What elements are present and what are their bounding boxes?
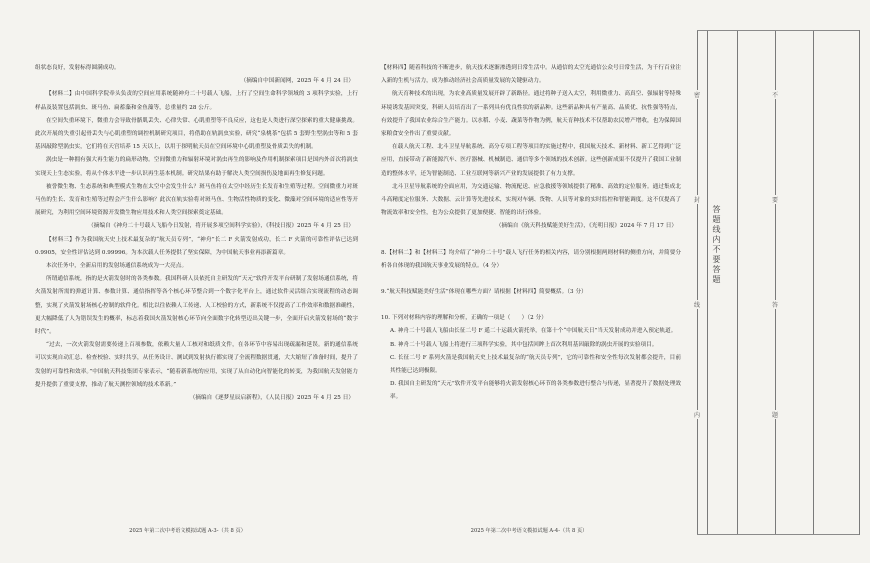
paragraph: “过去，一次火箭发射需要传递上百项参数，依赖大量人工核对和纸质文件，在各环节中容易出现疏漏和延误。新的通信系统可以实现自动汇总、检查校验、实时共享，从任务设计、测试到发射执行都实现了全流程数据贯通，大大缩短了准备时间，提升了发射的可靠性和效率。”中国航天科技集团专家表示，“随着新系统的应用，实现了从自动化向智能化的转变，为我国航天发射能力提升提供了重要支撑，推动了航天测控领域的技术革新。” xyxy=(35,342,358,388)
paragraph: 在空间失重环境下，微重力会导致骨骼肌丢失、心律失常、心肌重塑等不良反应，这也是人类进行深空探索的重大健康挑战。此次开展的失重引起骨丢失与心肌重塑的调控机制研究项目，将借助在轨涡虫实验，研究“泉桃茶”包括 5 套野生型涡虫等和 5 套基因敲除型涡虫实，它们将在天宫培养 15 天以上，以用于探明航天员在空间环境中心肌重塑及骨质丢失的机制。 xyxy=(35,117,358,151)
binding-mark: 线 xyxy=(694,302,701,309)
paragraph: 组状态良好，发射标得圆满成功。 xyxy=(35,65,120,71)
binding-mark: 答 xyxy=(772,302,779,309)
source-citation: （摘编自《航天科技赋能美好生活》，《光明日报》2024 年 7 月 17 日） xyxy=(495,223,677,230)
paragraph: 【材料三】作为我国航天史上技术最复杂的“航天员专列”，“神舟”长二 F 火箭发射成功，长二 F 火箭的可靠性评估已达到 0.9905，安全性评估达到 0.99996。为本次载人任务提供了坚实保障，为中国航天事业再添新篇章。 xyxy=(35,236,358,256)
question: 10. 下列对材料内容的理解和分析，正确的一项是（ ）（2 分） xyxy=(381,315,547,322)
paragraph: 涡虫是一种拥有强大再生能力的扁形动物。空间微重力和辐射环境对涡虫再生的影响及作用机制探索项目是国内外首次将涡虫实现天上生态实验，将从个体水平进一步认识再生基本机制。研究结果有助于解决人类空间损伤及地面再生修复问题。 xyxy=(35,157,358,177)
answer-option: D. 我国自主研发的“天元”软件开发平台能够将火箭发射核心环节的各类参数进行整合与传递，显著提升了数据处理效率。 xyxy=(390,381,681,401)
left-page xyxy=(0,0,375,563)
binding-note: 答题线内不要答题 xyxy=(712,205,721,285)
question: 9.“航天科技赋能美好生活”体现在哪些方面？请根据【材料四】简要概括。（3 分） xyxy=(381,289,587,296)
paragraph: 航天育种技术的出现，为农业高质量发展开辟了新路径。通过将种子送入太空，利用微重力、高真空、强辐射等特殊环境诱发基因突变，科研人员培育出了一系列具有优良性状的新品种。这些新品种具有产量高、品质优、抗性强等特点，有效提升了我国农业综合生产能力。以水稻、小麦、蔬菜等作物为例，航天育种技术不仅帮助农民增产增收，也为保障国家粮食安全作出了重要贡献。 xyxy=(381,91,681,138)
right-footer: 2025 年第二次中考语文模拟试题 A-4-（共 8 页） xyxy=(470,528,588,534)
paragraph: 本次任务中，全新启用的发射场通信系统成为一大亮点。 xyxy=(46,263,188,270)
right-column xyxy=(381,62,681,405)
answer-option: C. 长征二号 F 系列火箭是我国航天史上技术最复杂的“航天员专列”，它的可靠性和安全性每次发射都会提升，目前其性能已达到极限。 xyxy=(390,354,681,375)
question: 8.【材料二】和【材料三】均介绍了“神舟二十号”载人飞行任务的相关内容，请分别根据两则材料的侧重方向，并简要分析各自体现的我国航天事业发展的特点。（4 分） xyxy=(381,249,681,269)
binding-line xyxy=(697,30,698,535)
right-page xyxy=(375,0,683,563)
binding-mark: 密 xyxy=(694,92,701,99)
binding-mark: 要 xyxy=(772,197,779,204)
paragraph: 【材料四】随着科技的不断进步，航天技术逐渐渗透到日常生活中。从通信的太空光通信公众号日常生活，为千行百业注入新的生机与活力，成为推动经济社会高质量发展的关键驱动力。 xyxy=(381,65,681,85)
binding-mark: 题 xyxy=(772,412,779,419)
paragraph: 在载人航天工程、北斗卫星导航系统、高分专项工程等项目的实施过程中，我国航天技术、新材料、新工艺得到广泛应用，直接带动了新能源汽车、医疗器械、机械制造、通信等多个领域的技术创新。这些创新成果不仅提升了我国工业制造的整体水平，还为智能制造、工业互联网等新兴产业的发展提供了有力支撑。 xyxy=(381,144,681,177)
binding-line xyxy=(775,30,776,535)
binding-line xyxy=(737,30,738,535)
binding-line xyxy=(697,534,859,535)
left-column xyxy=(35,62,358,405)
paragraph: 【材料二】由中国科学院牵头负责的空间应用系统随神舟二十号载人飞船，上行了空间生命科学领域的 3 项科学实验，上行样品及装置包括涡虫、斑马鱼、扁蓄藻和金鱼藻等，总重量约 28 公斤。 xyxy=(35,91,358,111)
binding-mark: 不 xyxy=(772,92,779,99)
answer-option: B. 神舟二十号载人飞船上将进行三项科学实验，其中包括回眸上首次利用基因敲除的涡虫开展的实验项目。 xyxy=(390,341,658,348)
binding-margin xyxy=(683,0,870,563)
paragraph: 所谓通信系统，指的是火箭发射时的各类参数。我国科研人员依托自主研发的“天元”软件开发平台研制了发射场通信系统，将火箭发射所需的弹道计算、参数计算、通信指挥等各个核心环节整合到一个数字化平台上，通过软件灵活组合实现流程的动态调整，实现了火箭发射场核心控制的软件化。相比以往依赖人工传递、人工校验的方式，新系统不仅提高了工作效率和数据准确性，更大幅降低了人为错误发生的概率，标志着我国火箭发射核心环节向全面数字化转型迈出关键一步，全面开启火箭发射场的“数字时代”。 xyxy=(35,276,358,336)
binding-mark: 封 xyxy=(694,197,701,204)
answer-option: A. 神舟二十号载人飞船由长征二号 F 遥二十运载火箭托举，在第十个“中国航天日”当天发射成功并进入预定轨道。 xyxy=(390,328,677,335)
paragraph: 北斗卫星导航系统的全面应用，为交通运输、物流配送、应急救援等领域提供了精准、高效的定位服务。通过集成北斗高精度定位服务、大数据、云计算等先进技术，实现对车辆、货物、人员等对象的实时监控和智能调度。这不仅提高了物流效率和安全性，也为公众提供了更加便捷、智能的出行体验。 xyxy=(381,183,681,217)
source-citation: （摘编自《逐梦星辰启新程》，《人民日报》2025 年 4 月 25 日） xyxy=(189,395,354,402)
binding-line xyxy=(813,30,814,535)
left-footer: 2025 年第二次中考语文模拟试题 A-3-（共 8 页） xyxy=(129,528,246,534)
binding-mark: 内 xyxy=(694,412,701,419)
paragraph: 被誉微生物、生态系统和典型模式生物在太空中会发生什么？斑马鱼将在太空中经历生长发育和生殖等过程。空间微重力对斑马鱼的生长、发育和生殖等过程会产生什么影响？此次在轨实验将对斑马鱼、生物活性物质的变化、微藻对空间环境的适应性等开展研究，为利用空间环境资源开发微生物应用技术和人类空间探索奠定基础。 xyxy=(35,183,358,217)
source-citation: （摘编自《神舟二十号载人飞船今日发射，将开展多项空间科学实验》，《科技日报》2025 年 4 月 25 日） xyxy=(88,223,354,230)
binding-line xyxy=(707,30,708,535)
binding-line xyxy=(697,30,859,31)
source-citation: （摘编自中国新闻网，2025 年 4 月 24 日） xyxy=(240,78,354,85)
binding-line xyxy=(859,30,860,535)
